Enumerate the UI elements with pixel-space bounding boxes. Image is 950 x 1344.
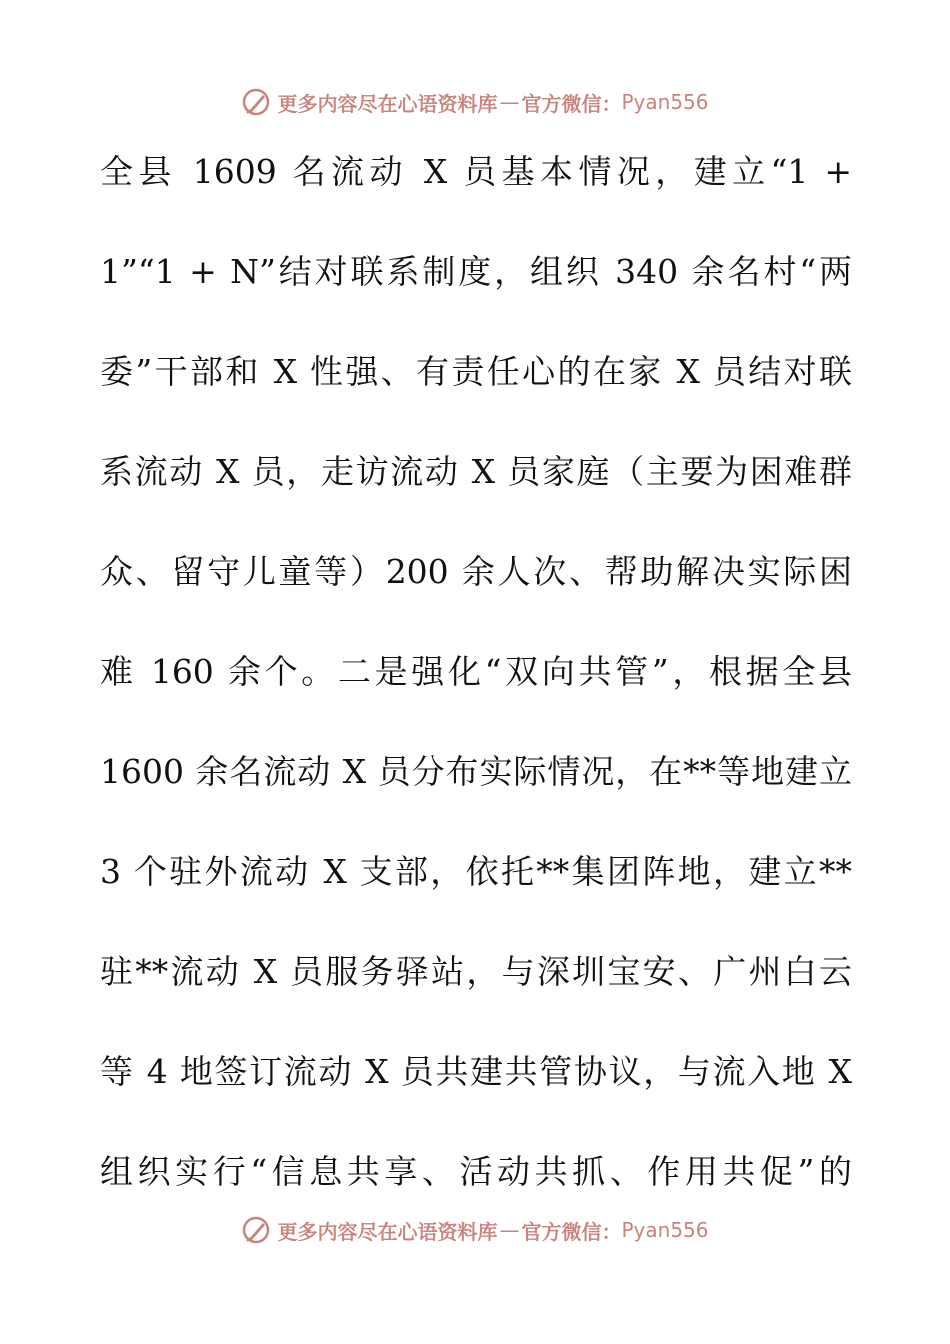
quill-logo-icon (241, 87, 271, 117)
text-line: 1”“1 + N”结对联系制度，组织 340 余名村“两 (100, 252, 852, 291)
footer-watermark (0, 1212, 950, 1248)
watermark-label: 官方微信： (521, 1219, 622, 1244)
text-line: 组织实行“信息共享、活动共抓、作用共促”的 (100, 1152, 852, 1191)
document-body (100, 140, 852, 1240)
text-line: 难 160 余个。二是强化“双向共管”，根据全县 (100, 652, 852, 691)
text-line: 全县 1609 名流动 X 员基本情况，建立“1 + (100, 152, 852, 191)
text-line: 等 4 地签订流动 X 员共建共管协议，与流入地 X (100, 1052, 852, 1091)
watermark-brand: 更多内容尽在心语资料库 (277, 91, 498, 116)
watermark-brand: 更多内容尽在心语资料库 (277, 1219, 498, 1244)
watermark-dash: — (499, 90, 520, 114)
watermark-label: 官方微信： (521, 91, 622, 116)
header-watermark (0, 84, 950, 120)
text-line: 委”干部和 X 性强、有责任心的在家 X 员结对联 (100, 352, 852, 391)
watermark-handle: Pyan556 (621, 90, 709, 114)
text-line: 1600 余名流动 X 员分布实际情况，在**等地建立 (100, 752, 852, 791)
watermark-dash: — (499, 1218, 520, 1242)
text-line: 3 个驻外流动 X 支部，依托**集团阵地，建立** (100, 852, 852, 891)
text-line: 众、留守儿童等）200 余人次、帮助解决实际困 (100, 552, 852, 591)
watermark-handle: Pyan556 (621, 1218, 709, 1242)
text-line: 系流动 X 员，走访流动 X 员家庭（主要为困难群 (100, 452, 852, 491)
quill-logo-icon (241, 1215, 271, 1245)
text-line: 驻**流动 X 员服务驿站，与深圳宝安、广州白云 (100, 952, 852, 991)
